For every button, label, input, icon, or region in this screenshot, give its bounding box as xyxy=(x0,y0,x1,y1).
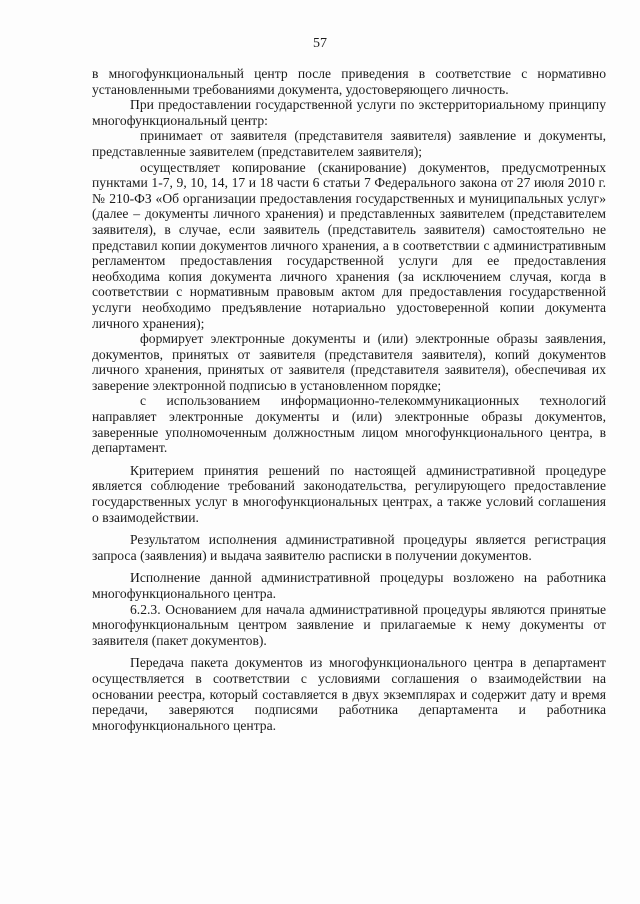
paragraph: принимает от заявителя (представителя заявителя) заявление и документы, представленные заявителем (представителем заявителя); xyxy=(92,128,606,159)
paragraph: 6.2.3. Основанием для начала административной процедуры являются принятые многофункциональным центром заявление и прилагаемые к нему документы от заявителя (пакет документов). xyxy=(92,601,606,648)
paragraph: в многофункциональный центр после приведения в соответствие с нормативно установленными требованиями документа, удостоверяющего личность. xyxy=(92,66,606,97)
paragraph: с использованием информационно-телекоммуникационных технологий направляет электронные документы и (или) электронные образы документов, заверенные уполномоченным должностным лицом многофункционального центра, в департамент. xyxy=(92,393,606,456)
paragraph: Результатом исполнения административной процедуры является регистрация запроса (заявления) и выдача заявителю расписки в получении документов. xyxy=(92,532,606,563)
paragraph: осуществляет копирование (сканирование) документов, предусмотренных пунктами 1-7, 9, 10, 14, 17 и 18 части 6 статьи 7 Федерального закона от 27 июля 2010 г. № 210-ФЗ «Об организации предоставления государственных и муниципальных услуг» (далее – документы личного хранения) и представленных заявителем (представителем заявителя), в случае, если заявитель (представитель заявителя) самостоятельно не представил копии документов личного хранения, а в соответствии с административным регламентом предоставления государственной услуги для ее предоставления необходима копия документа личного хранения (за исключением случая, когда в соответствии с нормативным правовым актом для предоставления государственной услуги необходимо предъявление нотариально удостоверенной копии документа личного хранения); xyxy=(92,159,606,331)
body-text xyxy=(92,66,606,733)
page-number: 57 xyxy=(313,36,327,51)
paragraph: При предоставлении государственной услуги по экстерриториальному принципу многофункциональный центр: xyxy=(92,97,606,128)
paragraph: Исполнение данной административной процедуры возложено на работника многофункционального центра. xyxy=(92,570,606,601)
paragraph: Критерием принятия решений по настоящей административной процедуре является соблюдение требований законодательства, регулирующего предоставление государственных услуг в многофункциональных центрах, а также условий соглашения о взаимодействии. xyxy=(92,462,606,525)
paragraph: Передача пакета документов из многофункционального центра в департамент осуществляется в соответствии с условиями соглашения о взаимодействии на основании реестра, который составляется в двух экземплярах и содержит дату и время передачи, заверяются подписями работника департамента и работника многофункционального центра. xyxy=(92,655,606,733)
paragraph: формирует электронные документы и (или) электронные образы заявления, документов, принятых от заявителя (представителя заявителя), копий документов личного хранения, принятых от заявителя (представителя заявителя), обеспечивая их заверение электронной подписью в установленном порядке; xyxy=(92,331,606,393)
